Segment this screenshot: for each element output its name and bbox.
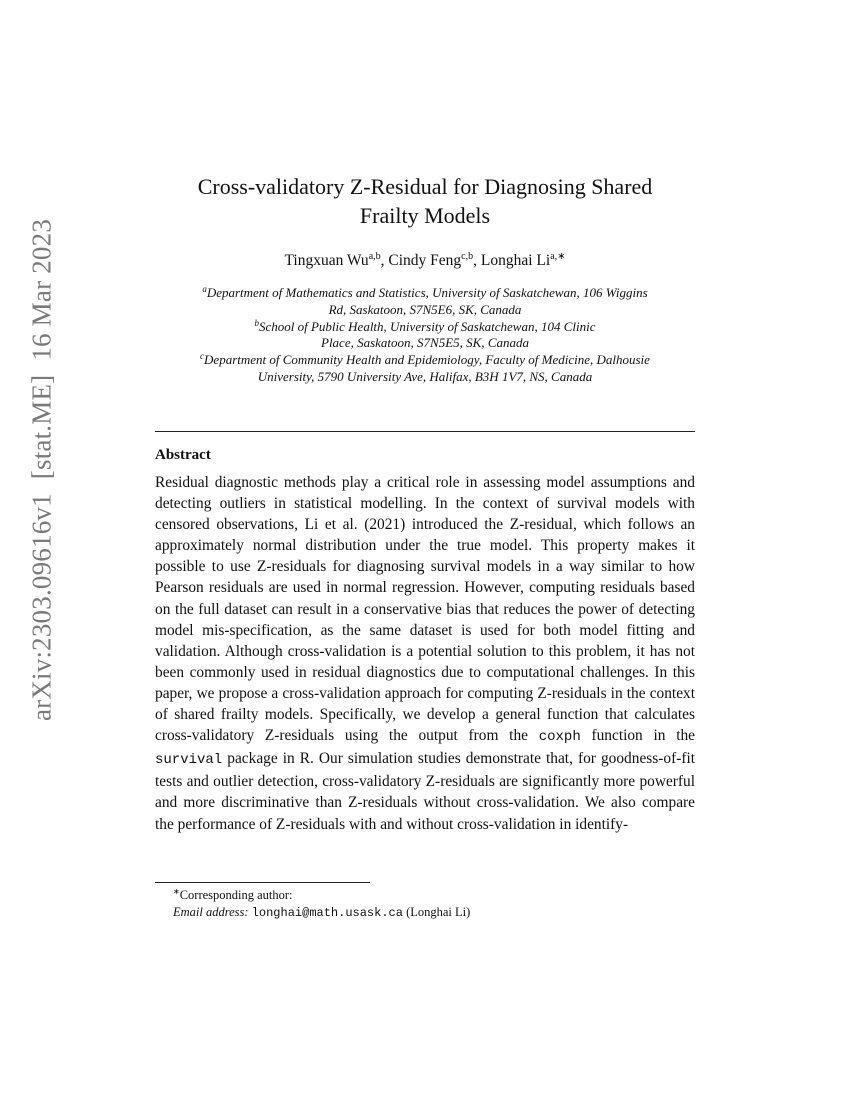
code-survival: survival — [155, 752, 223, 769]
author-name: Cindy Feng — [388, 252, 462, 269]
author-separator: , — [473, 252, 481, 269]
email-owner: (Longhai Li) — [406, 905, 471, 919]
email-label: Email address: — [173, 905, 249, 919]
affiliation-line: Rd, Saskatoon, S7N5E6, SK, Canada — [328, 301, 522, 317]
author-affiliation-marks: c,b — [461, 251, 474, 262]
affiliations — [155, 285, 695, 386]
author-affiliation-marks: a,b — [368, 251, 381, 262]
affiliation-mark: c — [200, 351, 205, 362]
author-affiliation-marks: a,∗ — [550, 251, 566, 262]
arxiv-category: [stat.ME] — [26, 374, 57, 480]
author-name: Tingxuan Wu — [284, 252, 369, 269]
affiliation-mark: b — [254, 317, 259, 328]
affiliation-mark: a — [202, 284, 207, 294]
corresponding-author-line — [155, 887, 695, 904]
author-list — [155, 252, 695, 270]
author-separator: , — [380, 252, 389, 269]
code-coxph: coxph — [538, 729, 581, 746]
paper-title — [155, 172, 695, 230]
affiliation-line: University, 5790 University Ave, Halifax, B3H 1V7, NS, Canada — [257, 368, 593, 384]
abstract-text: package in R. Our simulation studies demonstrate that, for goodness-of-fit tests and outlier detection, cross-validatory Z-residuals are significantly more powerful and more discriminative than Z-residuals without cross-validation. We also compare the performance of Z-residuals with and without cross-validation in identify- — [155, 750, 695, 833]
affiliation-text: Department of Mathematics and Statistics, University of Saskatchewan, 106 Wiggins — [206, 285, 648, 300]
footnote — [155, 887, 695, 922]
author-name: Longhai Li — [480, 252, 551, 269]
arxiv-date: 16 Mar 2023 — [26, 218, 57, 361]
affiliation-text: Department of Community Health and Epidemiology, Faculty of Medicine, Dalhousie — [204, 352, 650, 368]
email-address-link[interactable]: longhai@math.usask.ca — [251, 906, 403, 920]
abstract-text: function in the — [580, 727, 695, 745]
footnote-mark: ∗ — [173, 887, 180, 896]
arxiv-identifier-stamp — [27, 219, 58, 721]
affiliation-line — [155, 352, 695, 369]
arxiv-id: arXiv:2303.09616v1 — [26, 493, 57, 722]
affiliation-line — [155, 319, 695, 336]
abstract-text: Residual diagnostic methods play a critical role in assessing model assumptions and detecting outliers in statistical modelling. In the context of survival models with censored observations, Li et al. (2021) introduced the Z-residual, which follows an approximately normal distribution under the true model. This property makes it possible to use Z-residuals for diagnosing survival models in a way similar to how Pearson residuals are used in normal regression. However, computing residuals based on the full dataset can result in a conservative bias that reduces the power of detecting model mis-specification, as the same dataset is used for both model fitting and validation. Although cross-validation is a potential solution to this problem, it has not been commonly used in residual diagnostics due to computational challenges. In this paper, we propose a cross-validation approach for computing Z-residuals in the context of shared frailty models. Specifically, we develop a general function that calculates cross-validatory Z-residuals using the output from the — [155, 474, 695, 745]
abstract-heading: Abstract — [155, 447, 211, 463]
affiliation-text: School of Public Health, University of Saskatchewan, 104 Clinic — [258, 318, 596, 334]
paper-title-line-1: Cross-validatory Z-Residual for Diagnosing Shared — [197, 174, 653, 199]
corresponding-author-label: Corresponding author: — [179, 888, 293, 902]
paper-title-line-2: Frailty Models — [359, 203, 491, 228]
abstract-top-rule — [155, 431, 695, 432]
email-line — [155, 904, 695, 922]
footnote-rule — [155, 882, 370, 883]
affiliation-line: Place, Saskatoon, S7N5E5, SK, Canada — [321, 335, 529, 351]
abstract-body — [155, 472, 695, 835]
affiliation-line — [155, 285, 695, 302]
